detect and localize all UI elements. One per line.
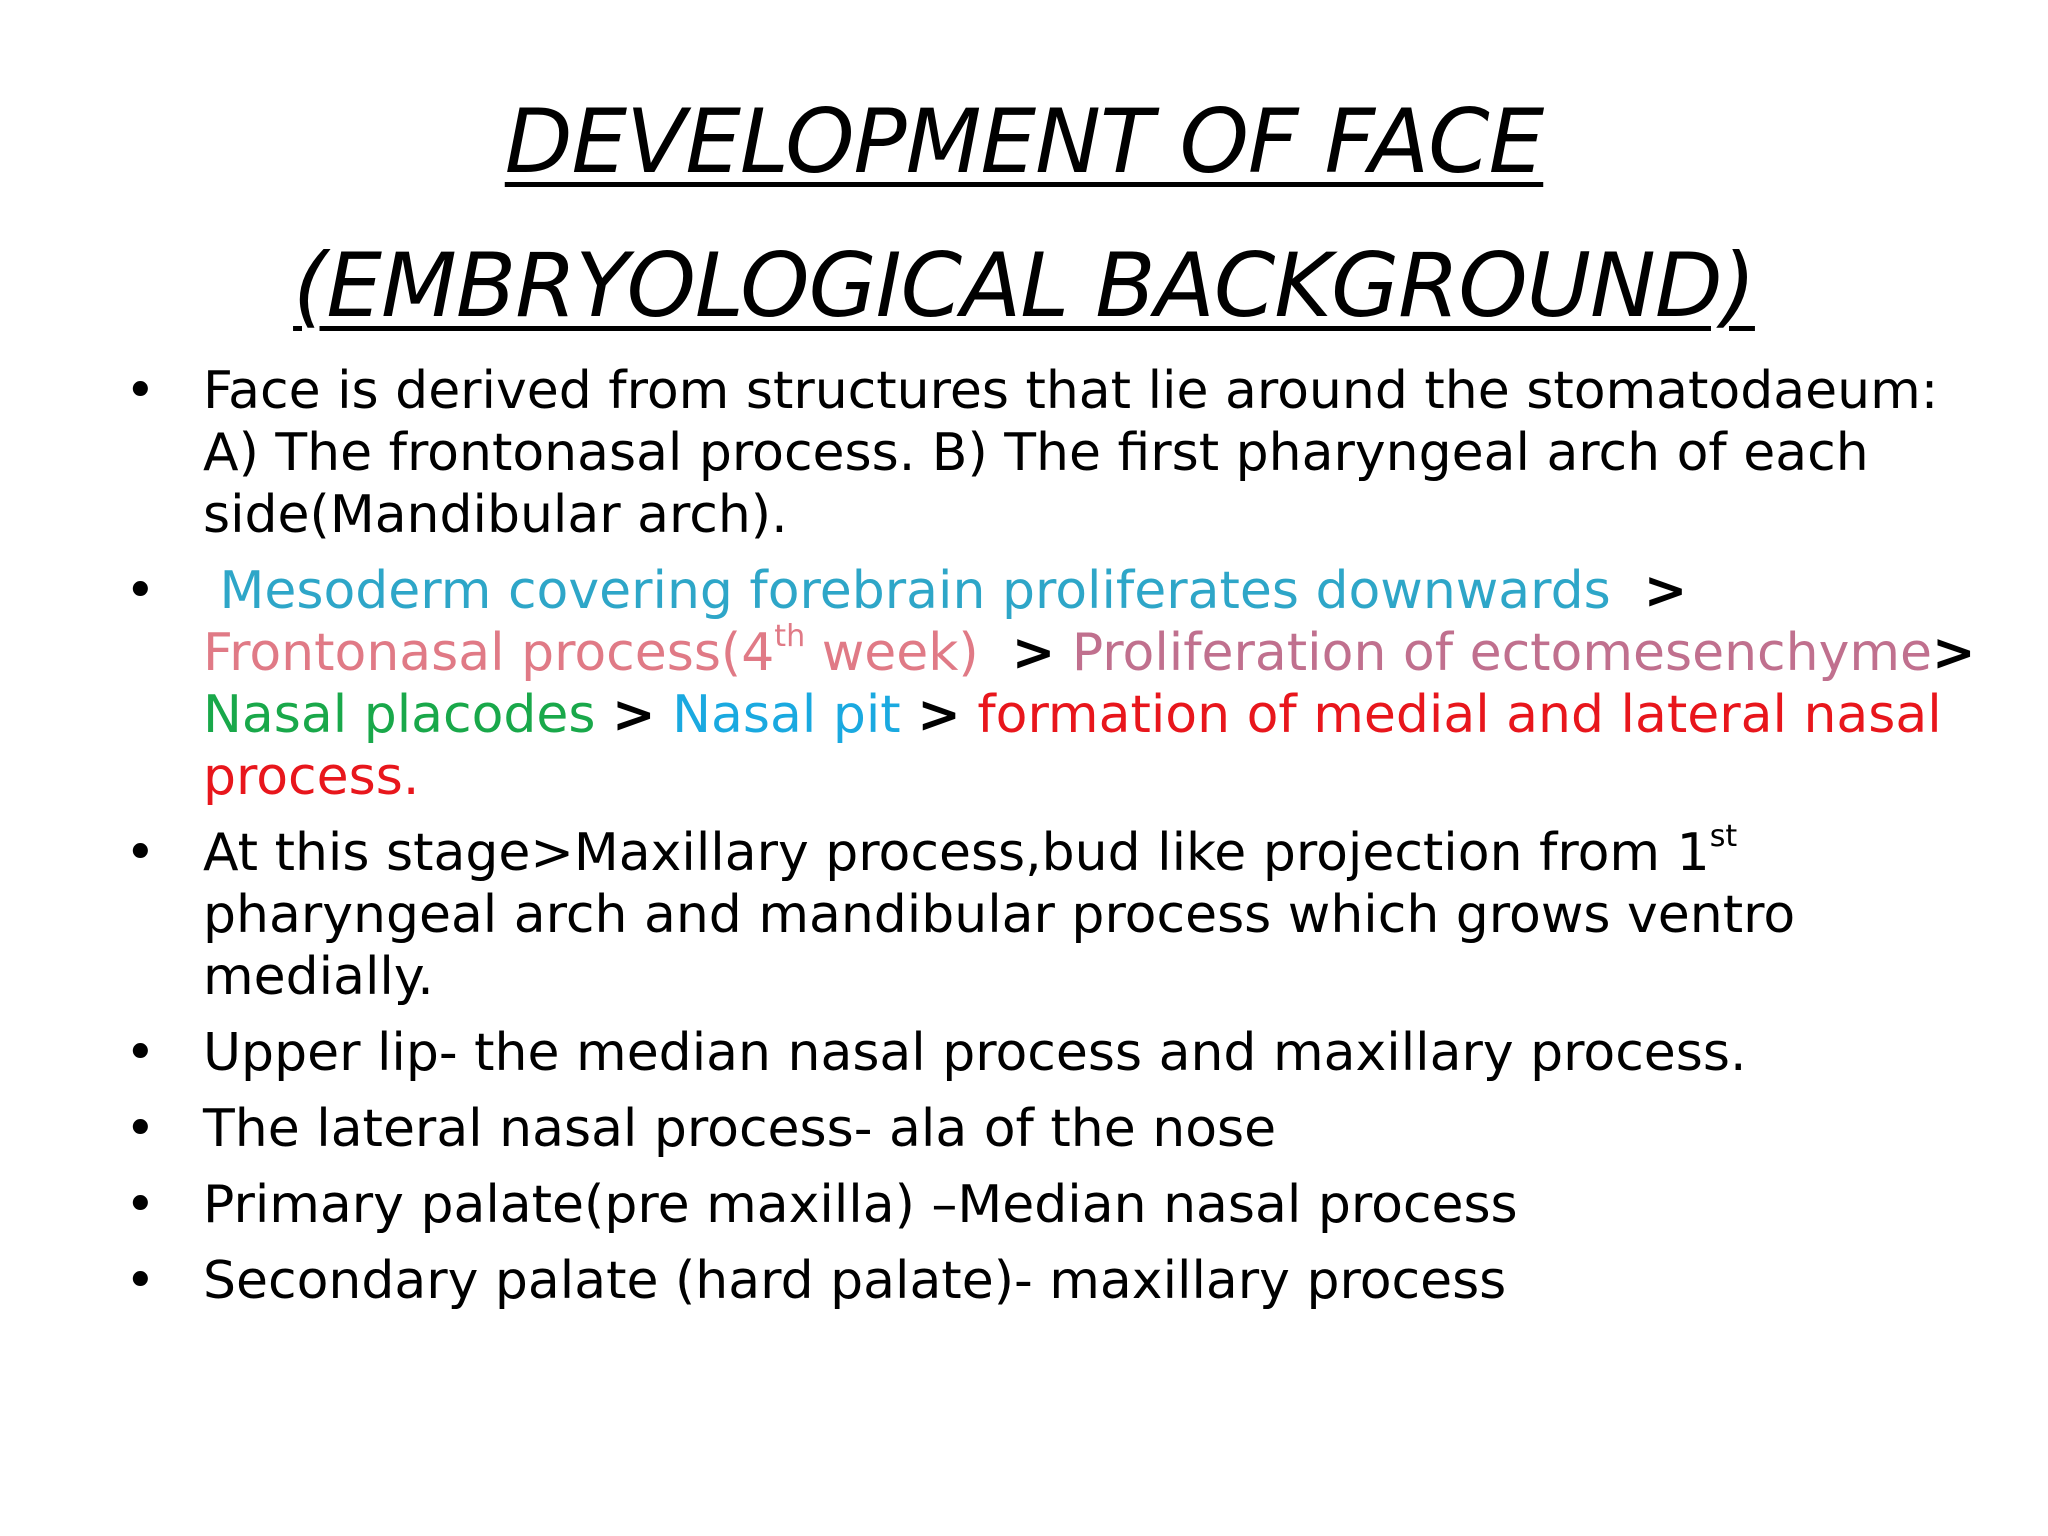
title-line-1: DEVELOPMENT OF FACE [504,90,1544,193]
bullet-text: medially. [203,947,434,1007]
bullet-marker: • [125,1023,156,1083]
bullet-upper-lip [125,1022,1985,1084]
process-text: process. [203,747,420,807]
bullet-marker: • [125,1251,156,1311]
arrow: > [1011,623,1056,683]
bullet-list [125,360,1985,1326]
slide-title [100,70,1948,358]
bullet-text: A) The frontonasal process. B) The first pharyngeal arch of each [203,423,1869,483]
frontonasal-end: week) [805,623,979,683]
bullet-face-derivation [125,360,1985,546]
bullet-text: Secondary palate (hard palate)- maxillary process [203,1251,1507,1311]
bullet-text: Primary palate(pre maxilla) –Median nasal process [203,1175,1518,1235]
bullet-lateral-nasal [125,1098,1985,1160]
bullet-secondary-palate [125,1250,1985,1312]
bullet-marker: • [125,823,156,883]
title-line-2: (EMBRYOLOGICAL BACKGROUND) [293,234,1755,337]
pit-text: Nasal pit [672,685,901,745]
arrow: > [612,685,656,745]
bullet-text: side(Mandibular arch). [203,485,788,545]
bullet-primary-palate [125,1174,1985,1236]
mesoderm-text: Mesoderm covering forebrain proliferates downwards [219,561,1611,621]
bullet-text: Face is derived from structures that lie around the stomatodaeum: [203,361,1939,421]
bullet-marker: • [125,361,156,421]
bullet-text: The lateral nasal process- ala of the nose [203,1099,1277,1159]
frontonasal-main: Frontonasal process(4 [203,623,775,683]
frontonasal-sup: th [774,618,806,654]
placodes-text: Nasal placodes [203,685,596,745]
proliferation-text: Proliferation of ectomesenchyme [1071,623,1933,683]
arrow: > [1643,561,1688,621]
bullet-text: Upper lip- the median nasal process and maxillary process. [203,1023,1747,1083]
first-sup: st [1709,818,1738,854]
arrow: > [1932,623,1976,683]
bullet-maxillary-stage [125,818,1985,1008]
bullet-mesoderm-sequence [125,560,1985,808]
formation-text: formation of medial and lateral nasal [977,685,1942,745]
frontonasal-text [203,618,979,683]
bullet-text: At this stage>Maxillary process,bud like projection from 1 [203,823,1710,883]
bullet-marker: • [125,561,156,621]
bullet-text: pharyngeal arch and mandibular process which grows ventro [203,885,1796,945]
arrow: > [917,685,961,745]
bullet-marker: • [125,1099,156,1159]
bullet-marker: • [125,1175,156,1235]
